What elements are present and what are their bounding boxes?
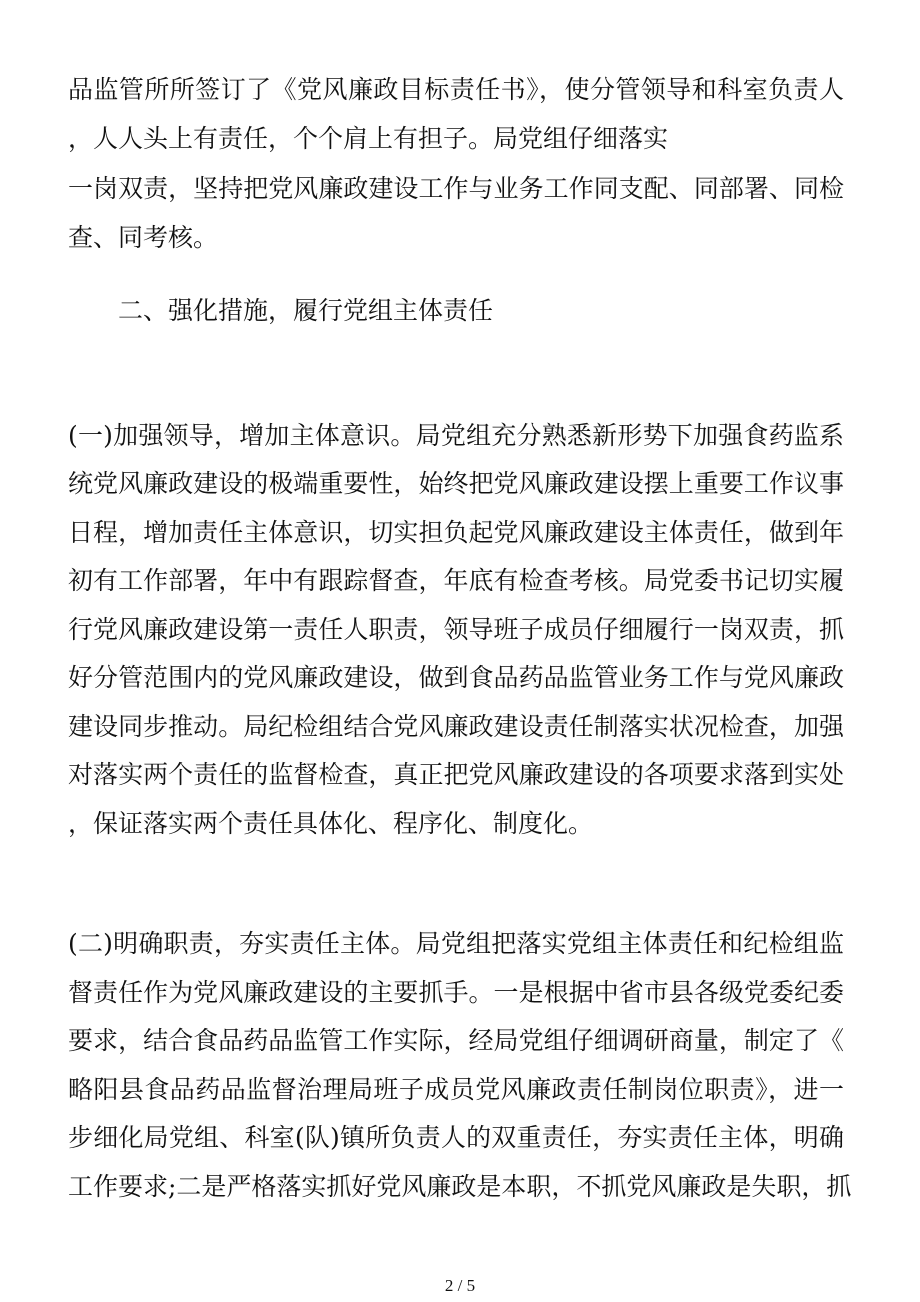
text-line: (二)明确职责，夯实责任主体。局党组把落实党组主体责任和纪检组监 bbox=[68, 929, 844, 958]
text-line: 行党风廉政建设第一责任人职责，领导班子成员仔细履行一岗双责，抓 bbox=[68, 615, 844, 644]
text-line: 好分管范围内的党风廉政建设，做到食品药品监管业务工作与党风廉政 bbox=[68, 663, 844, 692]
text-line: 初有工作部署，年中有跟踪督查，年底有检查考核。局党委书记切实履 bbox=[68, 566, 844, 595]
text-line: 建设同步推动。局纪检组结合党风廉政建设责任制落实状况检查，加强 bbox=[68, 712, 844, 741]
text-line: 品监管所所签订了《党风廉政目标责任书》，使分管领导和科室负责人 bbox=[68, 75, 844, 104]
text-line: ，人人头上有责任，个个肩上有担子。局党组仔细落实 bbox=[68, 124, 669, 153]
text-line: 一岗双责，坚持把党风廉政建设工作与业务工作同支配、同部署、同检 bbox=[68, 174, 844, 203]
text-line: 对落实两个责任的监督检查，真正把党风廉政建设的各项要求落到实处 bbox=[68, 760, 844, 789]
text-line: 略阳县食品药品监督治理局班子成员党风廉政责任制岗位职责》，进一 bbox=[68, 1075, 844, 1104]
page-number: 2 / 5 bbox=[444, 1276, 476, 1295]
text-line: 步细化局党组、科室(队)镇所负责人的双重责任，夯实责任主体，明确 bbox=[68, 1123, 844, 1152]
text-line: (一)加强领导，增加主体意识。局党组充分熟悉新形势下加强食药监系 bbox=[68, 421, 844, 450]
text-line: 统党风廉政建设的极端重要性，始终把党风廉政建设摆上重要工作议事 bbox=[68, 469, 844, 498]
text-line: 督责任作为党风廉政建设的主要抓手。一是根据中省市县各级党委纪委 bbox=[68, 978, 844, 1007]
text-line: ，保证落实两个责任具体化、程序化、制度化。 bbox=[68, 809, 594, 838]
text-line: 要求，结合食品药品监管工作实际，经局党组仔细调研商量，制定了《 bbox=[68, 1026, 844, 1055]
text-line: 查、同考核。 bbox=[68, 223, 219, 252]
text-line: 日程，增加责任主体意识，切实担负起党风廉政建设主体责任，做到年 bbox=[68, 518, 844, 547]
text-line: 工作要求;二是严格落实抓好党风廉政是本职，不抓党风廉政是失职，抓 bbox=[68, 1172, 852, 1201]
section-heading: 二、强化措施，履行党组主体责任 bbox=[118, 296, 494, 325]
